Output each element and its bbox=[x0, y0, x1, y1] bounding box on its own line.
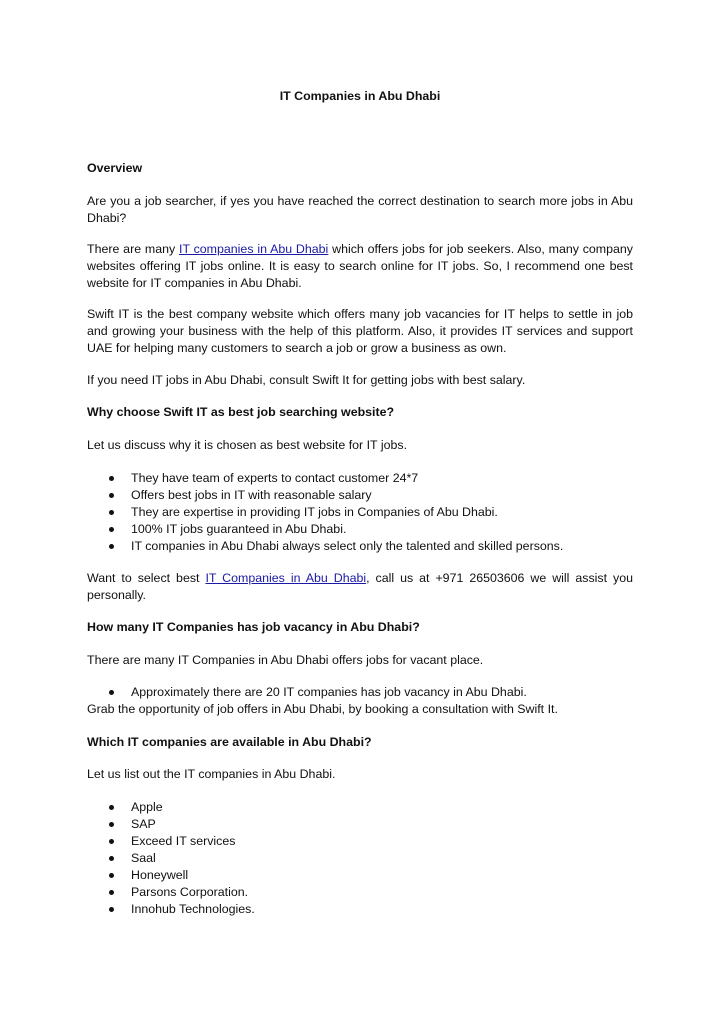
document-title: IT Companies in Abu Dhabi bbox=[279, 89, 441, 103]
list-item-text: Approximately there are 20 IT companies has job vacancy in Abu Dhabi. bbox=[131, 685, 527, 699]
list-item bbox=[87, 850, 633, 867]
paragraph-intro: Are you a job searcher, if yes you have reached the correct destination to search more jobs in Abu Dhabi? bbox=[87, 194, 633, 225]
paragraph-text: which offers jobs for job seekers. Also, many company websites offering IT jobs online. It is easy to search online for IT jobs. So, I recommend one best website for IT companies in Abu Dhabi. bbox=[87, 242, 633, 290]
bullet-icon bbox=[109, 822, 114, 827]
list-item bbox=[87, 487, 633, 504]
list-item bbox=[87, 538, 633, 555]
list-item-text: Saal bbox=[131, 851, 156, 865]
list-item bbox=[87, 816, 633, 833]
how-heading: How many IT Companies has job vacancy in Abu Dhabi? bbox=[87, 620, 420, 634]
how-bullet-list bbox=[87, 684, 633, 701]
list-item-text: They have team of experts to contact customer 24*7 bbox=[131, 471, 419, 485]
why-bullet-list bbox=[87, 470, 633, 555]
paragraph-swift-it: Swift IT is the best company website which offers many job vacancies for IT helps to settle in job and growing your business with the help of this platform. Also, it provides IT services and support UAE for helping many customers to search a job or grow a business as own. bbox=[87, 307, 633, 355]
paragraph-text: There are many bbox=[87, 242, 179, 256]
bullet-icon bbox=[109, 873, 114, 878]
list-item-text: SAP bbox=[131, 817, 156, 831]
list-item-text: Offers best jobs in IT with reasonable salary bbox=[131, 488, 372, 502]
bullet-icon bbox=[109, 527, 114, 532]
it-companies-link-2[interactable]: IT Companies in Abu Dhabi bbox=[205, 571, 367, 585]
list-item bbox=[87, 799, 633, 816]
bullet-icon bbox=[109, 476, 114, 481]
why-heading: Why choose Swift IT as best job searching website? bbox=[87, 405, 395, 419]
bullet-icon bbox=[109, 690, 114, 695]
list-item-text: Parsons Corporation. bbox=[131, 885, 249, 899]
paragraph-grab: Grab the opportunity of job offers in Abu Dhabi, by booking a consultation with Swift It. bbox=[87, 702, 558, 716]
list-item-text: Innohub Technologies. bbox=[131, 902, 255, 916]
paragraph-text: Want to select best bbox=[87, 571, 206, 585]
list-item bbox=[87, 833, 633, 850]
bullet-icon bbox=[109, 493, 114, 498]
which-heading: Which IT companies are available in Abu Dhabi? bbox=[87, 735, 372, 749]
paragraph-list-out: Let us list out the IT companies in Abu Dhabi. bbox=[87, 767, 336, 781]
list-item-text: 100% IT jobs guaranteed in Abu Dhabi. bbox=[131, 522, 347, 536]
bullet-icon bbox=[109, 805, 114, 810]
list-item bbox=[87, 521, 633, 538]
company-bullet-list bbox=[87, 799, 633, 918]
list-item-text: Honeywell bbox=[131, 868, 189, 882]
list-item-text: Apple bbox=[131, 800, 163, 814]
bullet-icon bbox=[109, 544, 114, 549]
paragraph-call-us bbox=[87, 570, 633, 604]
list-item bbox=[87, 504, 633, 521]
document-page bbox=[87, 0, 633, 1018]
it-companies-link[interactable]: IT companies in Abu Dhabi bbox=[179, 242, 329, 256]
paragraph-many-companies bbox=[87, 241, 633, 292]
bullet-icon bbox=[109, 890, 114, 895]
paragraph-consult: If you need IT jobs in Abu Dhabi, consult Swift It for getting jobs with best salary. bbox=[87, 373, 526, 387]
list-item-text: IT companies in Abu Dhabi always select only the talented and skilled persons. bbox=[131, 539, 564, 553]
list-item bbox=[87, 867, 633, 884]
paragraph-discuss: Let us discuss why it is chosen as best website for IT jobs. bbox=[87, 438, 408, 452]
list-item bbox=[87, 684, 633, 701]
bullet-icon bbox=[109, 510, 114, 515]
paragraph-vacant: There are many IT Companies in Abu Dhabi offers jobs for vacant place. bbox=[87, 653, 484, 667]
bullet-icon bbox=[109, 907, 114, 912]
list-item-text: They are expertise in providing IT jobs in Companies of Abu Dhabi. bbox=[131, 505, 498, 519]
list-item bbox=[87, 470, 633, 487]
list-item-text: Exceed IT services bbox=[131, 834, 236, 848]
overview-heading: Overview bbox=[87, 161, 143, 175]
list-item bbox=[87, 884, 633, 901]
list-item bbox=[87, 901, 633, 918]
bullet-icon bbox=[109, 856, 114, 861]
bullet-icon bbox=[109, 839, 114, 844]
paragraph-text: , call us at +971 26503606 we will assist you personally. bbox=[87, 571, 633, 602]
